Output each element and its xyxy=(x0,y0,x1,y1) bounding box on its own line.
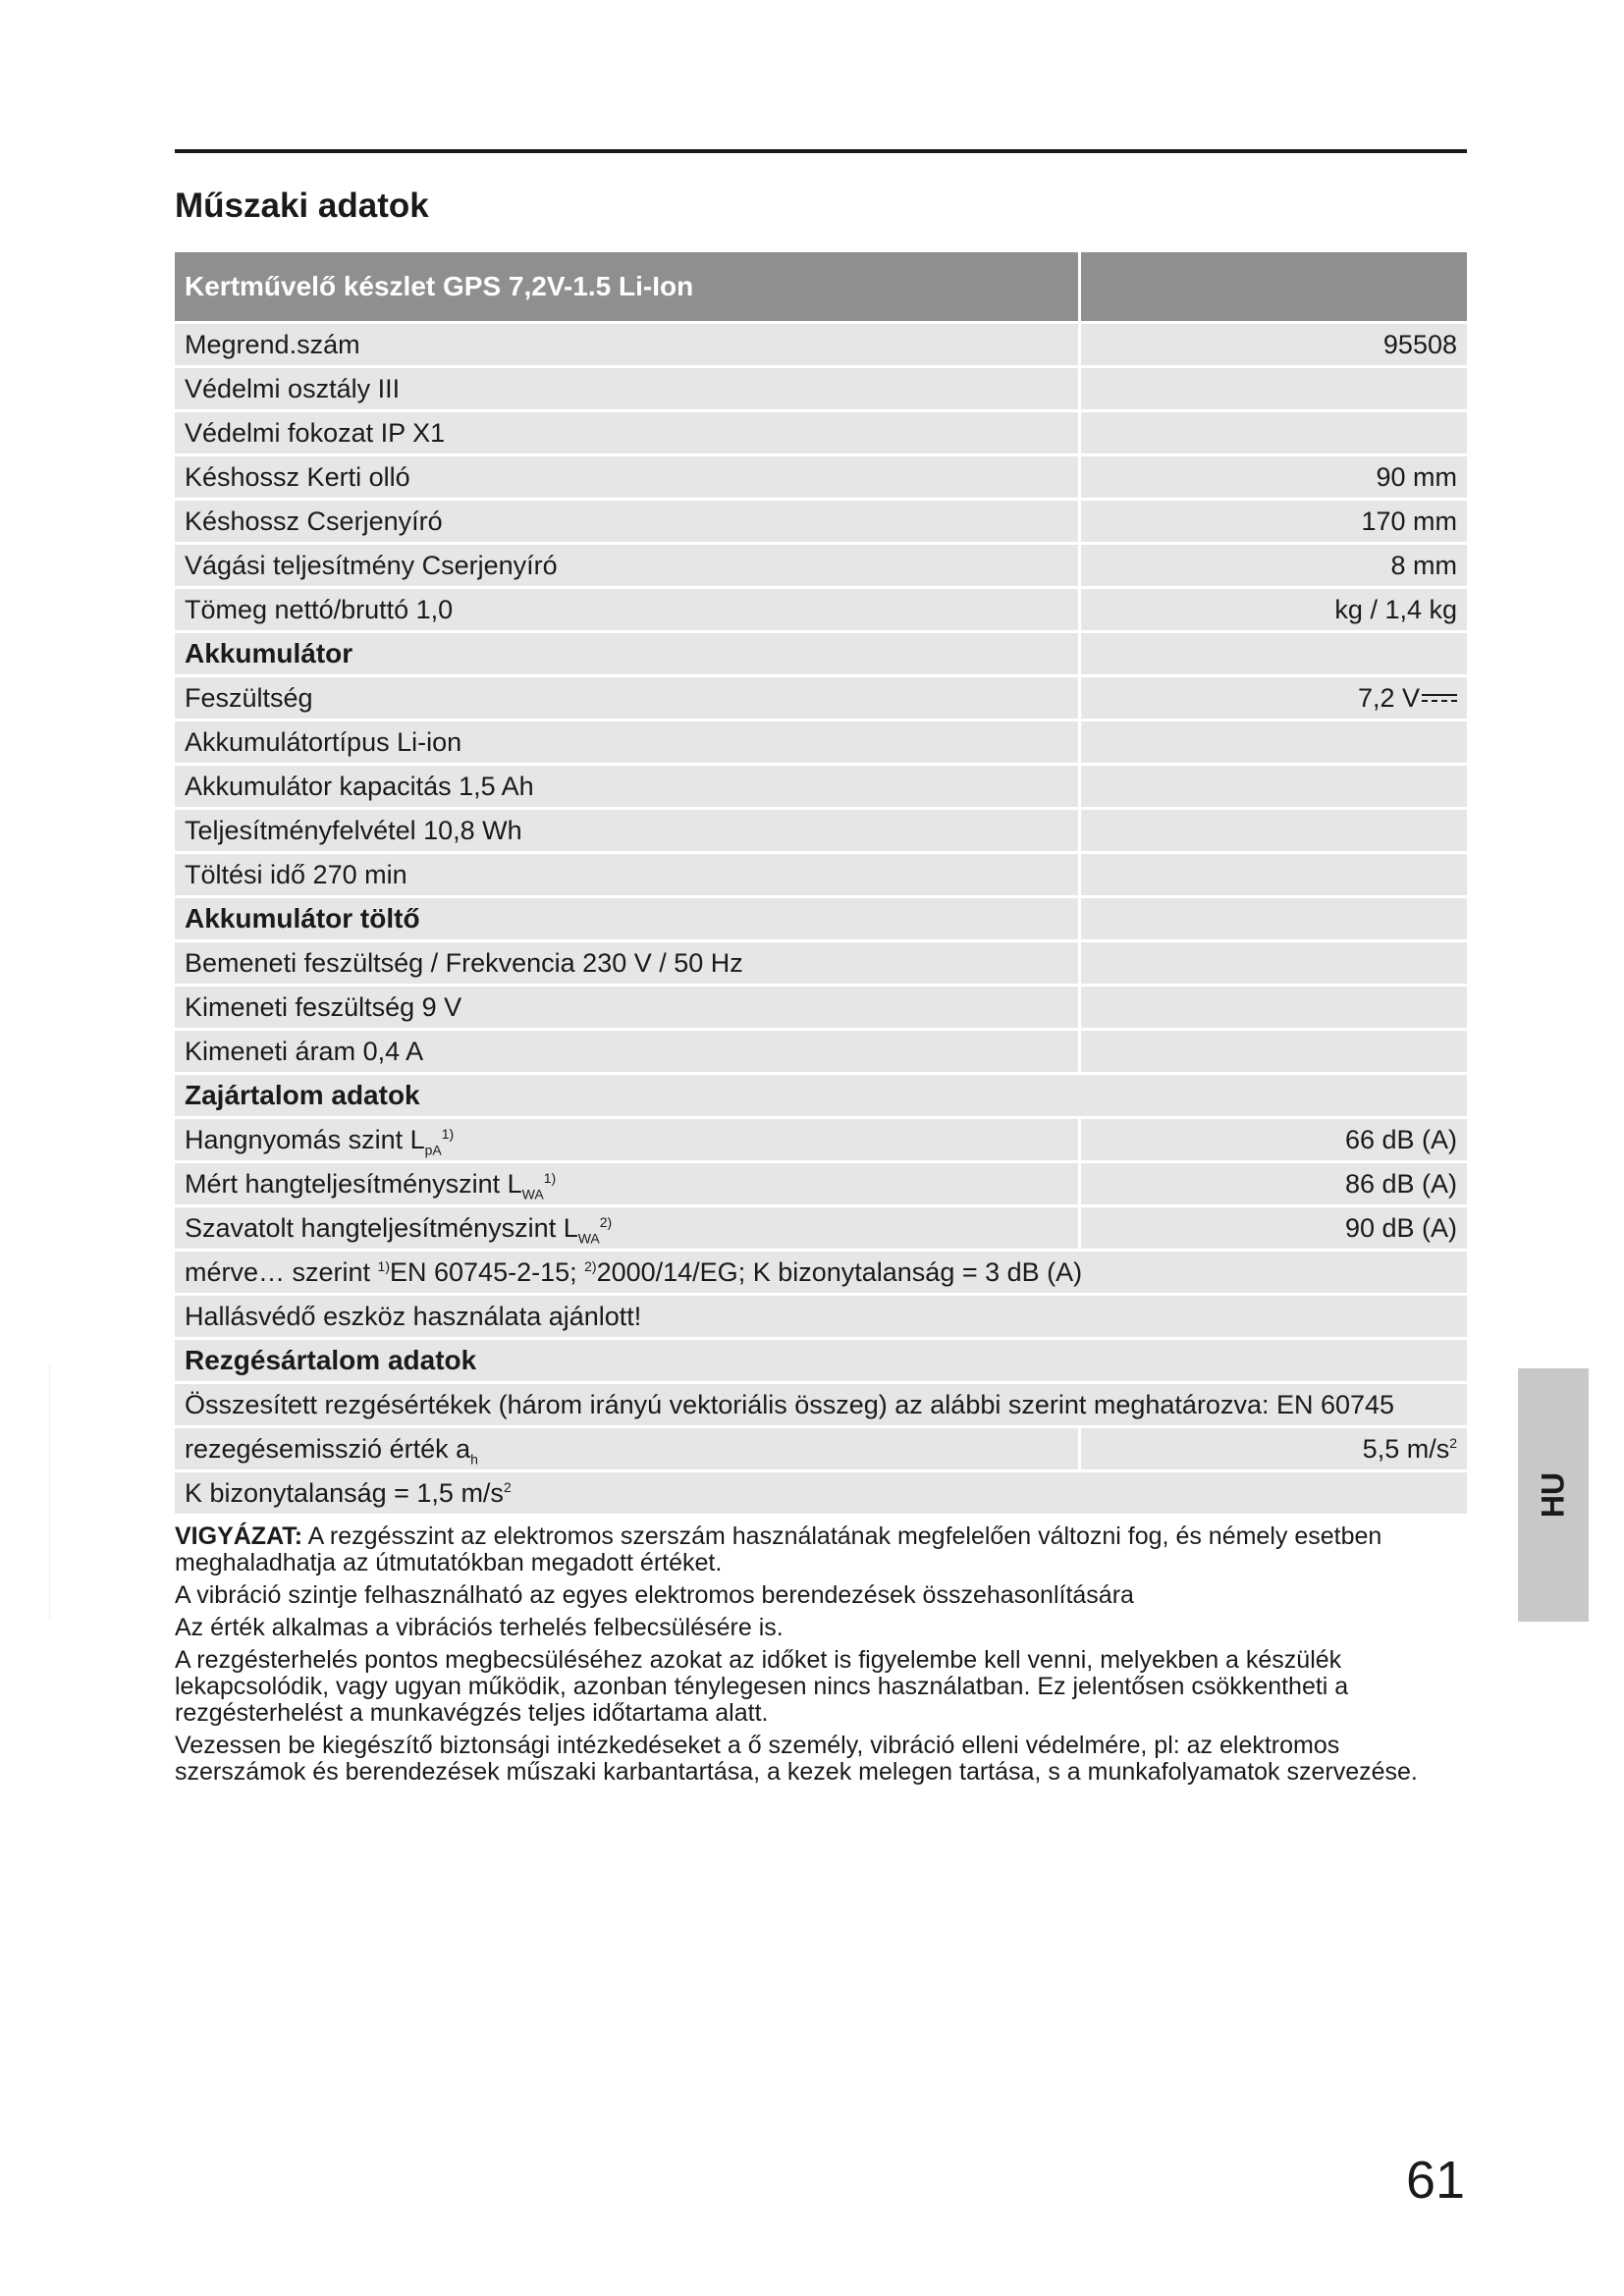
table-row xyxy=(175,810,1467,854)
row-label: Védelmi fokozat IP X1 xyxy=(175,412,1081,456)
row-label: Tömeg nettó/bruttó 1,0 xyxy=(175,589,1081,633)
section-title: Rezgésártalom adatok xyxy=(175,1340,1467,1384)
row-value xyxy=(1081,810,1467,854)
warning-paragraph: A rezgésterhelés pontos megbecsüléséhez azokat az időket is figyelembe kell venni, melyekben a készülék lekapcsolódik, vagy ugyan működik, azonban ténylegesen nincs használatban. Ez jelentősen csökkentheti a rezgésterhelést a munkavégzés teljes időtartama alatt. xyxy=(175,1646,1349,1727)
row-value xyxy=(1081,412,1467,456)
table-row xyxy=(175,456,1467,501)
row-label: Megrend.szám xyxy=(175,324,1081,368)
table-row xyxy=(175,766,1467,810)
row-label: Szavatolt hangteljesítményszint $L_{WA}^{2)}$ xyxy=(175,1207,1081,1252)
margin-mark xyxy=(49,1364,50,1620)
row-value: 90 dB (A) xyxy=(1081,1207,1467,1252)
table-row xyxy=(175,987,1467,1031)
row-label: Akkumulátor kapacitás 1,5 Ah xyxy=(175,766,1081,810)
row-label: Feszültség xyxy=(175,677,1081,721)
row-value xyxy=(1081,368,1467,412)
noise-note: mérve… szerint $^{1)}$EN 60745-2-15; $^{2)}$2000/14/EG; K bizonytalanság = 3 dB (A) xyxy=(175,1252,1467,1296)
row-label: Kimeneti áram 0,4 A xyxy=(175,1031,1081,1075)
row-label: rezegésemisszió érték $a_h$ xyxy=(175,1428,1081,1472)
row-value: 95508 xyxy=(1081,324,1467,368)
warning-paragraph: A vibráció szintje felhasználható az egyes elektromos berendezések összehasonlítására xyxy=(175,1581,1134,1609)
vibration-note: Összesített rezgésértékek (három irányú vektoriális összeg) az alábbi szerint meghatározva: EN 60745 xyxy=(175,1384,1467,1428)
table-row xyxy=(175,324,1467,368)
table-row xyxy=(175,1252,1467,1296)
table-header-label: Kertművelő készlet GPS 7,2V-1.5 Li-Ion xyxy=(175,252,1081,324)
row-value: 170 mm xyxy=(1081,501,1467,545)
row-value: 90 mm xyxy=(1081,456,1467,501)
row-label: Késhossz Cserjenyíró xyxy=(175,501,1081,545)
row-label: Mért hangteljesítményszint $L_{WA}^{1)}$ xyxy=(175,1163,1081,1207)
warning-paragraph: Vezessen be kiegészítő biztonsági intézkedéseket a ő személy, vibráció elleni védelmére, pl: az elektromos szerszámok és berendezések műszaki karbantartása, a kezek melegen tartása, s a munkafolyamatok szervezése. xyxy=(175,1732,1418,1786)
row-label: Töltési idő 270 min xyxy=(175,854,1081,898)
table-header-value xyxy=(1081,252,1467,324)
table-row xyxy=(175,1384,1467,1428)
table-row xyxy=(175,412,1467,456)
table-row xyxy=(175,1119,1467,1163)
table-row xyxy=(175,942,1467,987)
dc-current-icon xyxy=(1422,694,1457,706)
row-value: 8 mm xyxy=(1081,545,1467,589)
table-header-row xyxy=(175,252,1467,324)
page-number: 61 xyxy=(1406,2151,1466,2210)
row-value xyxy=(1081,987,1467,1031)
section-row-charger xyxy=(175,898,1467,942)
section-title: Akkumulátor töltő xyxy=(175,898,1081,942)
row-value: 86 dB (A) xyxy=(1081,1163,1467,1207)
row-value xyxy=(1081,854,1467,898)
language-tab xyxy=(1518,1368,1589,1622)
row-value xyxy=(1081,1031,1467,1075)
row-label: Vágási teljesítmény Cserjenyíró xyxy=(175,545,1081,589)
noise-advice: Hallásvédő eszköz használata ajánlott! xyxy=(175,1296,1467,1340)
page-title: Műszaki adatok xyxy=(175,187,429,225)
section-row-noise xyxy=(175,1075,1467,1119)
row-label: Kimeneti feszültség 9 V xyxy=(175,987,1081,1031)
row-value xyxy=(1081,766,1467,810)
row-label: Késhossz Kerti olló xyxy=(175,456,1081,501)
table-row xyxy=(175,721,1467,766)
section-row-akku xyxy=(175,633,1467,677)
row-value: 66 dB (A) xyxy=(1081,1119,1467,1163)
table-row xyxy=(175,589,1467,633)
table-row xyxy=(175,1163,1467,1207)
table-row xyxy=(175,1207,1467,1252)
uncertainty-row: K bizonytalanság = 1,5 $m/s^2$ xyxy=(175,1472,1467,1517)
row-value: 7,2 V xyxy=(1081,677,1467,721)
row-value xyxy=(1081,942,1467,987)
warning-paragraph: Az érték alkalmas a vibrációs terhelés felbecsülésére is. xyxy=(175,1614,784,1641)
top-rule xyxy=(175,149,1467,153)
section-title: Zajártalom adatok xyxy=(175,1075,1467,1119)
table-row xyxy=(175,545,1467,589)
table-row xyxy=(175,677,1467,721)
row-label: Hangnyomás szint $L_{pA}^{1)}$ xyxy=(175,1119,1081,1163)
section-title: Akkumulátor xyxy=(175,633,1081,677)
table-row xyxy=(175,854,1467,898)
language-tab-label: HU xyxy=(1535,1471,1571,1519)
warning-paragraph: VIGYÁZAT: A rezgésszint az elektromos szerszám használatának megfelelően változni fog, és némely esetben meghaladhatja az útmutatókban megadott értéket. xyxy=(175,1522,1382,1576)
table-row xyxy=(175,1296,1467,1340)
table-row xyxy=(175,368,1467,412)
table-row xyxy=(175,501,1467,545)
row-value: 5,5 $m/s^2$ xyxy=(1081,1428,1467,1472)
table-row xyxy=(175,1472,1467,1517)
warning-block xyxy=(175,1523,1471,1791)
row-label: Védelmi osztály III xyxy=(175,368,1081,412)
table-row xyxy=(175,1428,1467,1472)
spec-table xyxy=(175,252,1467,1517)
table-row xyxy=(175,1031,1467,1075)
row-label: Akkumulátortípus Li-ion xyxy=(175,721,1081,766)
section-row-vibration xyxy=(175,1340,1467,1384)
warning-lead: VIGYÁZAT: xyxy=(175,1522,303,1550)
row-label: Teljesítményfelvétel 10,8 Wh xyxy=(175,810,1081,854)
row-label: Bemeneti feszültség / Frekvencia 230 V / 50 Hz xyxy=(175,942,1081,987)
row-value xyxy=(1081,721,1467,766)
row-value: kg / 1,4 kg xyxy=(1081,589,1467,633)
